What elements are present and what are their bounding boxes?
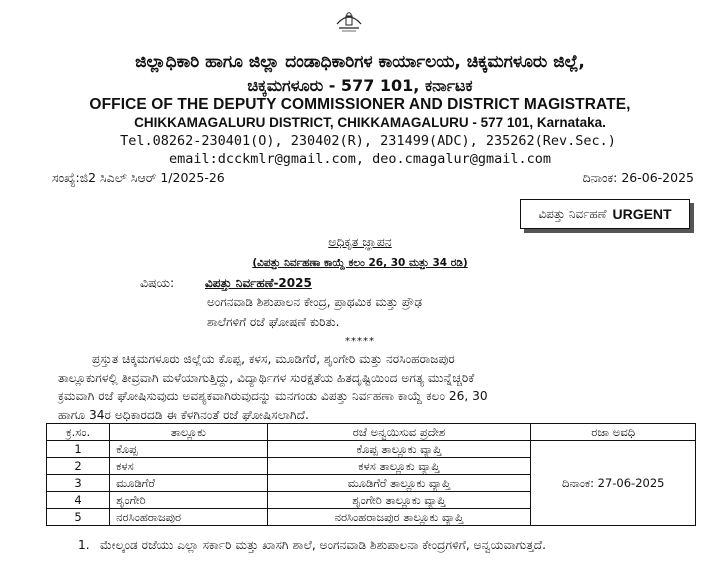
cell-serial: 5 xyxy=(47,509,110,526)
state-emblem-icon xyxy=(333,8,365,34)
office-address-english: CHIKKAMAGALURU DISTRICT, CHIKKAMAGALURU - 577 101, Karnataka. xyxy=(134,115,606,130)
cell-area: ನರಸಿಂಹರಾಜಪುರ ತಾಲ್ಲೂಕು ವ್ಯಾಪ್ತಿ xyxy=(267,509,531,526)
urgent-stamp-english: URGENT xyxy=(612,206,672,222)
separator-stars: ***** xyxy=(345,336,375,347)
subject-line: ಶಾಲೆಗಳಿಗೆ ರಜೆ ಘೋಷಣೆ ಕುರಿತು. xyxy=(207,315,340,329)
list-item-text: ಮೇಲ್ಕಂಡ ರಜೆಯು ಎಲ್ಲಾ ಸರ್ಕಾರಿ ಮತ್ತು ಖಾಸಗಿ ಶಾಲೆ, ಅಂಗನವಾಡಿ ಶಿಶುಪಾಲನಾ ಕೇಂದ್ರಗಳಿಗೆ, ಅನ್ವಯವಾಗುತ್ತದೆ. xyxy=(100,538,546,552)
table-row xyxy=(47,441,696,458)
memo-title: ಅಧಿಕೃತ ಜ್ಞಾಪನ xyxy=(328,234,392,249)
paragraph-line: ಪ್ರಸ್ತುತ ಚಿಕ್ಕಮಗಳೂರು ಜಿಲ್ಲೆಯ ಕೊಪ್ಪ, ಕಳಸ, ಮೂಡಿಗೆರೆ, ಶೃಂಗೇರಿ ಮತ್ತು ನರಸಿಂಹರಾಜಪುರ xyxy=(92,352,455,366)
paragraph-line: ತಾಲ್ಲೂಕುಗಳಲ್ಲಿ ತೀವ್ರವಾಗಿ ಮಳೆಯಾಗುತ್ತಿದ್ದು, ವಿದ್ಯಾರ್ಥಿಗಳ ಸುರಕ್ಷತೆಯ ಹಿತದೃಷ್ಟಿಯಿಂದ ಅಗತ್ಯ ಮುನ್ನೆಚ್ಚರಿಕೆ xyxy=(58,370,475,385)
header-duration: ರಜಾ ಅವಧಿ xyxy=(531,424,696,441)
cell-taluk: ನರಸಿಂಹರಾಜಪುರ xyxy=(110,509,267,526)
cell-area: ಕಳಸ ತಾಲ್ಲೂಕು ವ್ಯಾಪ್ತಿ xyxy=(267,458,531,475)
office-address-kannada: ಚಿಕ್ಕಮಗಳೂರು - 577 101, ಕರ್ನಾಟಕ xyxy=(247,76,473,95)
table-header-row xyxy=(47,424,696,441)
header-serial: ಕ್ರ.ಸಂ. xyxy=(47,424,110,441)
cell-taluk: ಕೊಪ್ಪ xyxy=(110,441,267,458)
urgent-stamp-kannada: ವಿಪತ್ತು ನಿರ್ವಹಣೆ xyxy=(538,206,607,221)
issue-date: ದಿನಾಂಕ: 26-06-2025 xyxy=(582,170,694,185)
memo-subtitle: (ವಿಪತ್ತು ನಿರ್ವಹಣಾ ಕಾಯ್ದೆ ಕಲಂ 26, 30 ಮತ್ತು 34 ರಡಿ) xyxy=(252,257,468,269)
subject-line: ಅಂಗನವಾಡಿ ಶಿಶುಪಾಲನ ಕೇಂದ್ರ, ಪ್ರಾಥಮಿಕ ಮತ್ತು ಪ್ರೌಢ xyxy=(207,295,423,309)
reference-number: ಸಂಖ್ಯೆ:ಜಿ2 ಸಿಎಲ್ ಸಿಆರ್ 1/2025-26 xyxy=(52,170,225,185)
cell-serial: 4 xyxy=(47,492,110,509)
cell-area: ಮೂಡಿಗೆರೆ ತಾಲ್ಲೂಕು ವ್ಯಾಪ್ತಿ xyxy=(267,475,531,492)
header-area: ರಜೆ ಅನ್ವಯಿಸುವ ಪ್ರದೇಶ xyxy=(267,424,531,441)
body-paragraph xyxy=(58,350,698,424)
cell-taluk: ಕಳಸ xyxy=(110,458,267,475)
paragraph-line: ಹಾಗೂ 34ರ ಅಧಿಕಾರದಡಿ ಈ ಕೆಳಗಿನಂತೆ ರಜೆ ಘೋಷಿಸಲಾಗಿದೆ. xyxy=(58,407,309,422)
email-addresses[interactable]: email:dcckmlr@gmail.com, deo.cmagalur@gmail.com xyxy=(168,151,551,167)
cell-area: ಶೃಂಗೇರಿ ತಾಲ್ಲೂಕು ವ್ಯಾಪ್ತಿ xyxy=(267,492,531,509)
subject-label: ವಿಷಯ: xyxy=(140,275,175,290)
urgent-stamp xyxy=(520,199,690,229)
cell-taluk: ಶೃಂಗೇರಿ xyxy=(110,492,267,509)
cell-serial: 3 xyxy=(47,475,110,492)
cell-taluk: ಮೂಡಿಗೆರೆ xyxy=(110,475,267,492)
list-item-number: 1. xyxy=(78,538,90,552)
telephone-numbers: Tel.08262-230401(O), 230402(R), 231499(ADC), 235262(Rev.Sec.) xyxy=(120,133,616,149)
header-taluk: ತಾಲ್ಲೂಕು xyxy=(110,424,267,441)
cell-area: ಕೊಪ್ಪ ತಾಲ್ಲೂಕು ವ್ಯಾಪ್ತಿ xyxy=(267,441,531,458)
paragraph-line: ಕ್ರಮವಾಗಿ ರಜೆ ಘೋಷಿಸುವುದು ಅವಶ್ಯಕವಾಗಿರುವುದನ್ನು ಮನಗಂಡು ವಿಪತ್ತು ನಿರ್ವಹಣಾ ಕಾಯ್ದೆ ಕಲಂ 26, 30 xyxy=(58,389,488,403)
cell-serial: 1 xyxy=(47,441,110,458)
cell-holiday-date: ದಿನಾಂಕ: 27-06-2025 xyxy=(531,441,696,526)
notes-list xyxy=(78,537,698,554)
office-name-kannada: ಜಿಲ್ಲಾಧಿಕಾರಿ ಹಾಗೂ ಜಿಲ್ಲಾ ದಂಡಾಧಿಕಾರಿಗಳ ಕಾರ್ಯಾಲಯ, ಚಿಕ್ಕಮಗಳೂರು ಜಿಲ್ಲೆ, xyxy=(135,52,585,72)
office-name-english: OFFICE OF THE DEPUTY COMMISSIONER AND DISTRICT MAGISTRATE, xyxy=(89,96,631,113)
list-item xyxy=(78,537,698,554)
holiday-table xyxy=(46,423,696,526)
cell-serial: 2 xyxy=(47,458,110,475)
subject-heading: ವಿಪತ್ತು ನಿರ್ವಹಣೆ-2025 xyxy=(205,276,312,290)
